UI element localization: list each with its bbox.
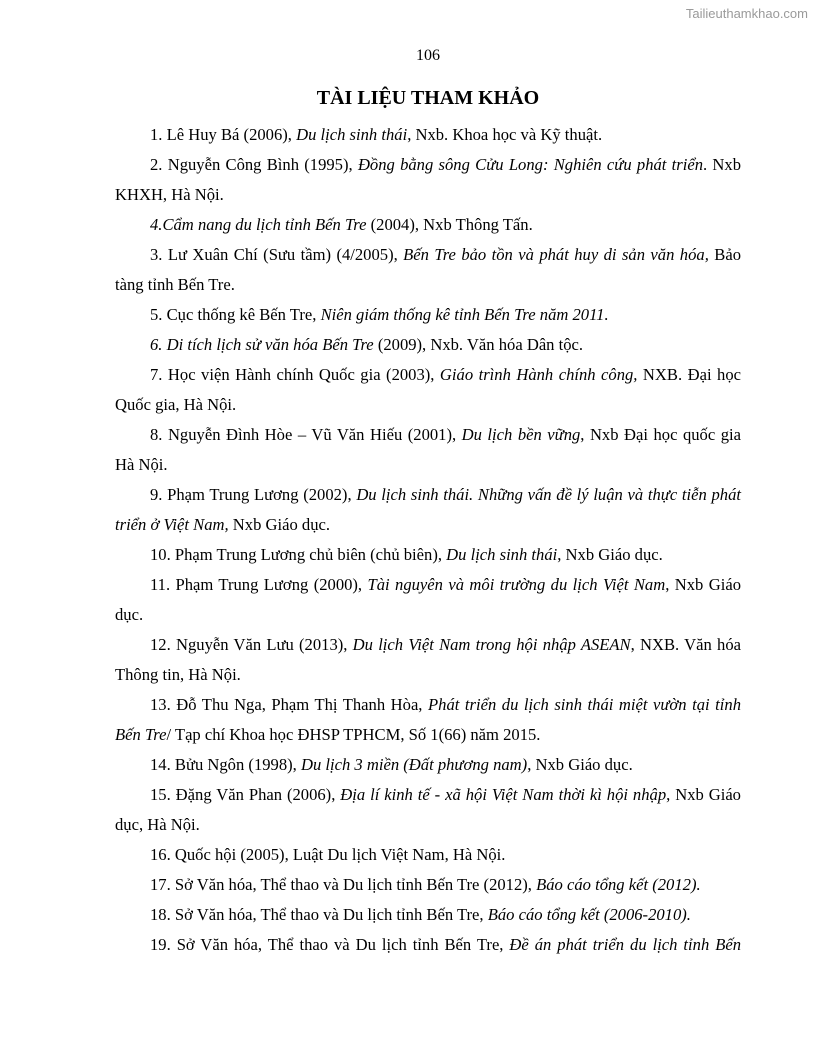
page-title: TÀI LIỆU THAM KHẢO xyxy=(316,87,540,109)
reference-title: 6. Di tích lịch sử văn hóa Bến Tre xyxy=(150,335,374,354)
reference-text: 1. Lê Huy Bá (2006), xyxy=(150,125,297,144)
reference-text: , Nxb Giáo dục, Hà Nội. xyxy=(115,785,741,834)
reference-text: , Nxb Giáo dục. xyxy=(527,755,633,774)
reference-item xyxy=(115,840,741,870)
reference-title: Địa lí kinh tế - xã hội Việt Nam thời kì hội nhập xyxy=(340,785,667,804)
reference-text: 17. Sở Văn hóa, Thể thao và Du lịch tỉnh Bến Tre (2012), xyxy=(150,875,537,894)
reference-title: Bến Tre bảo tồn và phát huy di sản văn hóa, xyxy=(403,245,709,264)
reference-item xyxy=(115,240,741,300)
reference-text: 11. Phạm Trung Lương (2000), xyxy=(150,575,368,594)
reference-item xyxy=(115,210,741,240)
reference-text: 2. Nguyễn Công Bình (1995), xyxy=(150,155,358,174)
reference-text: , Nxb Giáo dục. xyxy=(557,545,663,564)
reference-item xyxy=(115,870,741,900)
reference-title: 4.Cẩm nang du lịch tỉnh Bến Tre xyxy=(150,215,367,234)
reference-title: Giáo trình Hành chính công, xyxy=(439,365,638,384)
page-number: 106 xyxy=(416,47,440,64)
reference-text: 3. Lư Xuân Chí (Sưu tầm) (4/2005), xyxy=(150,245,404,264)
reference-text: NXB. Đại học Quốc gia, Hà Nội. xyxy=(115,365,741,414)
reference-title: Du lịch 3 miền (Đất phương nam) xyxy=(300,755,528,774)
reference-item xyxy=(115,570,741,630)
reference-text: , Nxb Giáo dục. xyxy=(115,575,741,624)
reference-item xyxy=(115,150,741,210)
reference-title: Du lịch sinh thái xyxy=(446,545,558,564)
reference-item xyxy=(115,900,741,930)
reference-text: 12. Nguyễn Văn Lưu (2013), xyxy=(150,635,353,654)
reference-text: (2009), Nxb. Văn hóa Dân tộc. xyxy=(373,335,584,354)
reference-text: 8. Nguyễn Đình Hòe – Vũ Văn Hiếu (2001), xyxy=(150,425,462,444)
reference-title: Phát triển du lịch sinh thái miệt vườn tại tỉnh Bến Tre xyxy=(115,695,741,744)
reference-text: / Tạp chí Khoa học ĐHSP TPHCM, Số 1(66) năm 2015. xyxy=(166,725,541,744)
reference-item xyxy=(115,540,741,570)
reference-item xyxy=(115,480,741,540)
reference-text: 18. Sở Văn hóa, Thể thao và Du lịch tỉnh Bến Tre, xyxy=(150,905,488,924)
reference-item xyxy=(115,300,741,330)
reference-text: Nxb Giáo dục. xyxy=(228,515,331,534)
reference-item xyxy=(115,930,741,960)
reference-text: 5. Cục thống kê Bến Tre, xyxy=(150,305,321,324)
reference-list xyxy=(115,120,741,960)
reference-text: Bảo tàng tỉnh Bến Tre. xyxy=(115,245,741,294)
reference-title: Báo cáo tổng kết (2012). xyxy=(536,875,701,894)
reference-text: (2004), Nxb Thông Tấn. xyxy=(366,215,533,234)
reference-item xyxy=(115,690,741,750)
reference-item xyxy=(115,360,741,420)
reference-text: . Nxb KHXH, Hà Nội. xyxy=(115,155,742,204)
reference-item xyxy=(115,750,741,780)
reference-text: 13. Đỗ Thu Nga, Phạm Thị Thanh Hòa, xyxy=(150,695,429,714)
reference-text: , NXB. Văn hóa Thông tin, Hà Nội. xyxy=(115,635,741,684)
reference-item xyxy=(115,420,741,480)
watermark: Tailieuthamkhao.com xyxy=(685,6,808,21)
reference-text: 10. Phạm Trung Lương chủ biên (chủ biên), xyxy=(150,545,447,564)
reference-title: Báo cáo tổng kết (2006-2010). xyxy=(487,905,691,924)
reference-text: , Nxb. Khoa học và Kỹ thuật. xyxy=(407,125,603,144)
reference-title: Du lịch sinh thái. Những vấn đề lý luận và thực tiễn phát triển ở Việt Nam, xyxy=(115,485,741,534)
reference-title: Đề án phát triển du lịch tỉnh Bến xyxy=(509,935,741,954)
reference-item xyxy=(115,630,741,690)
reference-title: Du lịch sinh thái xyxy=(296,125,408,144)
reference-text: 7. Học viện Hành chính Quốc gia (2003), xyxy=(150,365,440,384)
reference-item xyxy=(115,330,741,360)
reference-title: Tài nguyên và môi trường du lịch Việt Nam xyxy=(367,575,666,594)
reference-text: 14. Bửu Ngôn (1998), xyxy=(150,755,301,774)
reference-text: , Nxb Đại học quốc gia Hà Nội. xyxy=(115,425,741,474)
reference-title: Du lịch Việt Nam trong hội nhập ASEAN xyxy=(352,635,631,654)
reference-text: 15. Đặng Văn Phan (2006), xyxy=(150,785,341,804)
reference-title: Đồng bằng sông Cửu Long: Nghiên cứu phát triển xyxy=(357,155,704,174)
reference-text: 19. Sở Văn hóa, Thể thao và Du lịch tỉnh Bến Tre, xyxy=(150,935,510,954)
reference-title: Du lịch bền vững xyxy=(461,425,581,444)
reference-text: 9. Phạm Trung Lương (2002), xyxy=(150,485,357,504)
reference-item xyxy=(115,780,741,840)
reference-text: 16. Quốc hội (2005), Luật Du lịch Việt Nam, Hà Nội. xyxy=(150,845,506,864)
reference-item xyxy=(115,120,741,150)
reference-title: Niên giám thống kê tỉnh Bến Tre năm 2011. xyxy=(320,305,609,324)
